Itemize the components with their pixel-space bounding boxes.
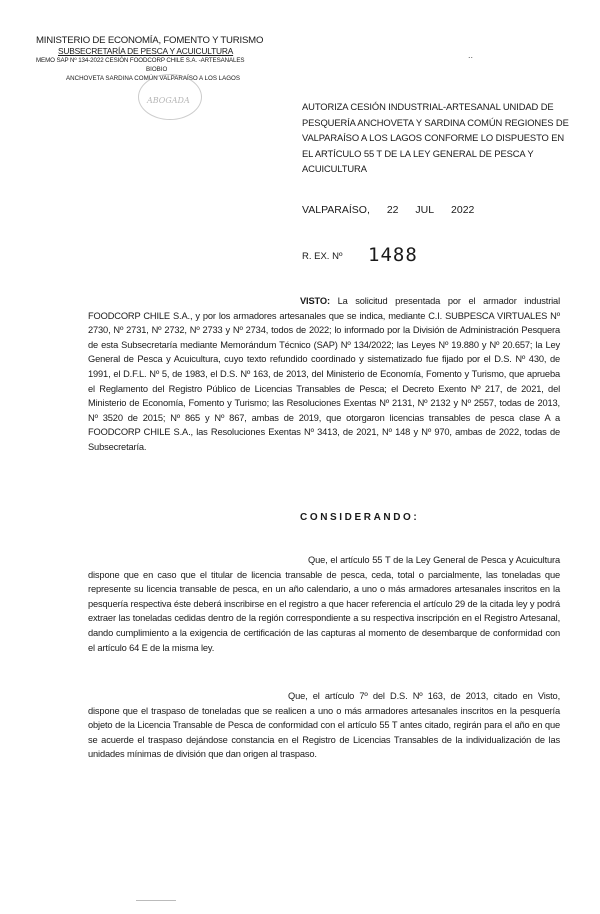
date-day: 22: [386, 204, 399, 216]
visto-paragraph: [88, 294, 560, 455]
date-month: JUL: [415, 204, 435, 216]
memo-reference-region: BIOBIO: [146, 66, 168, 73]
ministry-name: MINISTERIO DE ECONOMÍA, FOMENTO Y TURISMO: [36, 35, 264, 46]
resolution-title: AUTORIZA CESIÓN INDUSTRIAL-ARTESANAL UNIDAD DE PESQUERÍA ANCHOVETA Y SARDINA COMÚN REGIONES DE VALPARAÍSO A LOS LAGOS CONFORME LO DISPUESTO EN EL ARTÍCULO 55 T DE LA LEY GENERAL DE PESCA Y ACUICULTURA: [302, 101, 569, 174]
considerando-paragraph-2: Que, el artículo 7º del D.S. Nº 163, de 2013, citado en Visto, dispone que el traspaso de toneladas que se realicen a uno o más armadores artesanales inscritos en la pesquería objeto de la Licencia Transable de Pesca de conformidad con el artículo 55 T antes citado, regirán para el año en que se acuerde el traspaso dejándose constancia en el Registro de Licencias Transables de la individualización de las unidades mínimas de división que dan origen al traspaso.: [88, 691, 560, 760]
seal-stamp-text: ABOGADA: [147, 96, 190, 105]
visto-label: VISTO:: [300, 296, 330, 306]
date-line: [302, 204, 474, 216]
memo-reference: MEMO SAP Nº 134-2022 CESIÓN FOODCORP CHILE S.A. -ARTESANALES: [36, 57, 245, 64]
footer-mark: [136, 900, 176, 901]
resolution-number: 1488: [368, 244, 418, 266]
date-city: VALPARAÍSO,: [302, 204, 370, 216]
visto-text: La solicitud presentada por el armador industrial FOODCORP CHILE S.A., y por los armadores artesanales que se indica, mediante C.I. SUBPESCA VIRTUALES Nº 2730, Nº 2731, Nº 2732, Nº 2733 y Nº 2734, todos de 2022; lo informado por la División de Administración Pesquera de esta Subsecretaría mediante Memorándum Técnico (SAP) Nº 134/2022; las Leyes Nº 19.880 y Nº 20.657; la Ley General de Pesca y Acuicultura, cuyo texto refundido coordinado y sistematizado fue fijado por el D.S. Nº 430, de 1991, el D.F.L. Nº 5, de 1983, el D.S. Nº 163, de 2013, del Ministerio de Economía, Fomento y Turismo, que aprueba el Reglamento del Registro Público de Licencias Transables de Pesca; el Decreto Exento Nº 217, de 2021, del Ministerio de Economía, Fomento y Turismo; las Resoluciones Exentas Nº 2131, Nº 2132 y Nº 2557, todas de 2013, Nº 3520 de 2015; Nº 865 y Nº 867, ambas de 2019, que otorgaron licencias transables de pesca clase A a FOODCORP CHILE S.A., las Resoluciones Exentas Nº 3413, de 2021, Nº 148 y Nº 970, ambas de 2022, todas de Subsecretaría.: [88, 296, 560, 452]
resolution-label: R. EX. Nº: [302, 251, 343, 262]
subsecretaria-name: SUBSECRETARÍA DE PESCA Y ACUICULTURA: [58, 46, 234, 56]
margin-mark: ..: [468, 50, 474, 60]
date-year: 2022: [451, 204, 475, 216]
memo-reference-species: ANCHOVETA SARDINA COMÚN VALPARAÍSO A LOS LAGOS: [66, 75, 240, 82]
considerando-heading: CONSIDERANDO:: [300, 512, 420, 523]
considerando-paragraph-1: Que, el artículo 55 T de la Ley General de Pesca y Acuicultura dispone que en caso que el titular de licencia transable de pesca, ceda, total o parcialmente, las toneladas que represente su licencia transable de pesca, en un año calendario, a uno o más armadores artesanales inscritos en la pesquería respectiva éste deberá inscribirse en el registro a que hacer referencia el artículo 29 de la citada ley y podrá extraer las toneladas cedidas dentro de la región correspondiente a su respectiva inscripción en el Registro Artesanal, dando cumplimiento a la exigencia de certificación de las capturas al momento de desembarque de conformidad con el artículo 64 E de la misma ley.: [88, 555, 560, 653]
